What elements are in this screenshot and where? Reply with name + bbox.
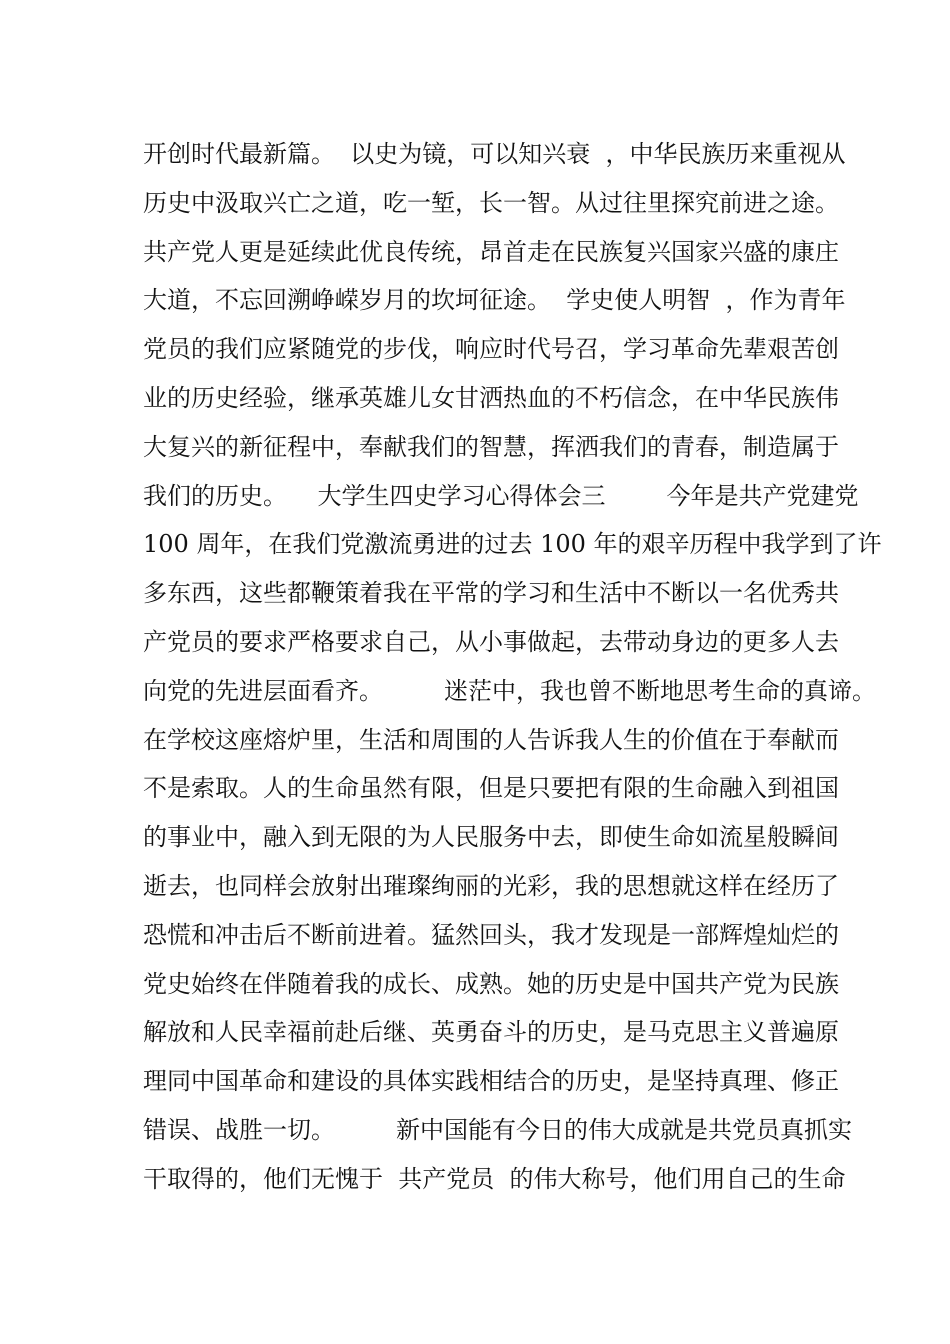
text-line-2: 历史中汲取兴亡之道，吃一堑，长一智。从过往里探究前进之途。	[143, 188, 839, 217]
text-line-7: 大复兴的新征程中，奉献我们的智慧，挥洒我们的青春，制造属于	[143, 432, 839, 461]
text-line-8: 我们的历史。 大学生四史学习心得体会三 今年是共产党建党	[143, 481, 859, 510]
text-line-11: 产党员的要求严格要求自己，从小事做起，去带动身边的更多人去	[143, 627, 839, 656]
text-line-5: 党员的我们应紧随党的步伐，响应时代号召，学习革命先辈艰苦创	[143, 335, 839, 364]
text-line-20: 理同中国革命和建设的具体实践相结合的历史，是坚持真理、修正	[143, 1067, 839, 1096]
text-line-3: 共产党人更是延续此优良传统，昂首走在民族复兴国家兴盛的康庄	[143, 237, 839, 266]
text-line-18: 党史始终在伴随着我的成长、成熟。她的历史是中国共产党为民族	[143, 969, 839, 998]
text-line-4: 大道，不忘回溯峥嵘岁月的坎坷征途。 学史使人明智 ，作为青年	[143, 286, 846, 315]
text-line-10: 多东西，这些都鞭策着我在平常的学习和生活中不断以一名优秀共	[143, 579, 839, 608]
text-line-1: 开创时代最新篇。 以史为镜，可以知兴衰 ，中华民族历来重视从	[143, 140, 846, 168]
text-line-16: 逝去，也同样会放射出璀璨绚丽的光彩，我的思想就这样在经历了	[143, 871, 839, 900]
text-line-9: 100 周年，在我们党激流勇进的过去 100 年的艰辛历程中我学到了许	[143, 530, 882, 559]
text-line-14: 不是索取。人的生命虽然有限，但是只要把有限的生命融入到祖国	[143, 774, 839, 803]
body-text	[143, 130, 882, 1204]
text-line-17: 恐慌和冲击后不断前进着。猛然回头，我才发现是一部辉煌灿烂的	[143, 920, 839, 949]
text-line-19: 解放和人民幸福前赴后继、英勇奋斗的历史，是马克思主义普遍原	[143, 1018, 839, 1047]
text-line-22: 干取得的，他们无愧于 共产党员 的伟大称号，他们用自己的生命	[143, 1164, 846, 1193]
text-line-15: 的事业中，融入到无限的为人民服务中去，即使生命如流星般瞬间	[143, 823, 839, 852]
text-line-21: 错误、战胜一切。 新中国能有今日的伟大成就是共党员真抓实	[143, 1115, 853, 1144]
text-line-12: 向党的先进层面看齐。 迷茫中，我也曾不断地思考生命的真谛。	[143, 676, 877, 705]
text-line-6: 业的历史经验，继承英雄儿女甘洒热血的不朽信念，在中华民族伟	[143, 383, 839, 412]
text-line-13: 在学校这座熔炉里，生活和周围的人告诉我人生的价值在于奉献而	[143, 725, 839, 754]
